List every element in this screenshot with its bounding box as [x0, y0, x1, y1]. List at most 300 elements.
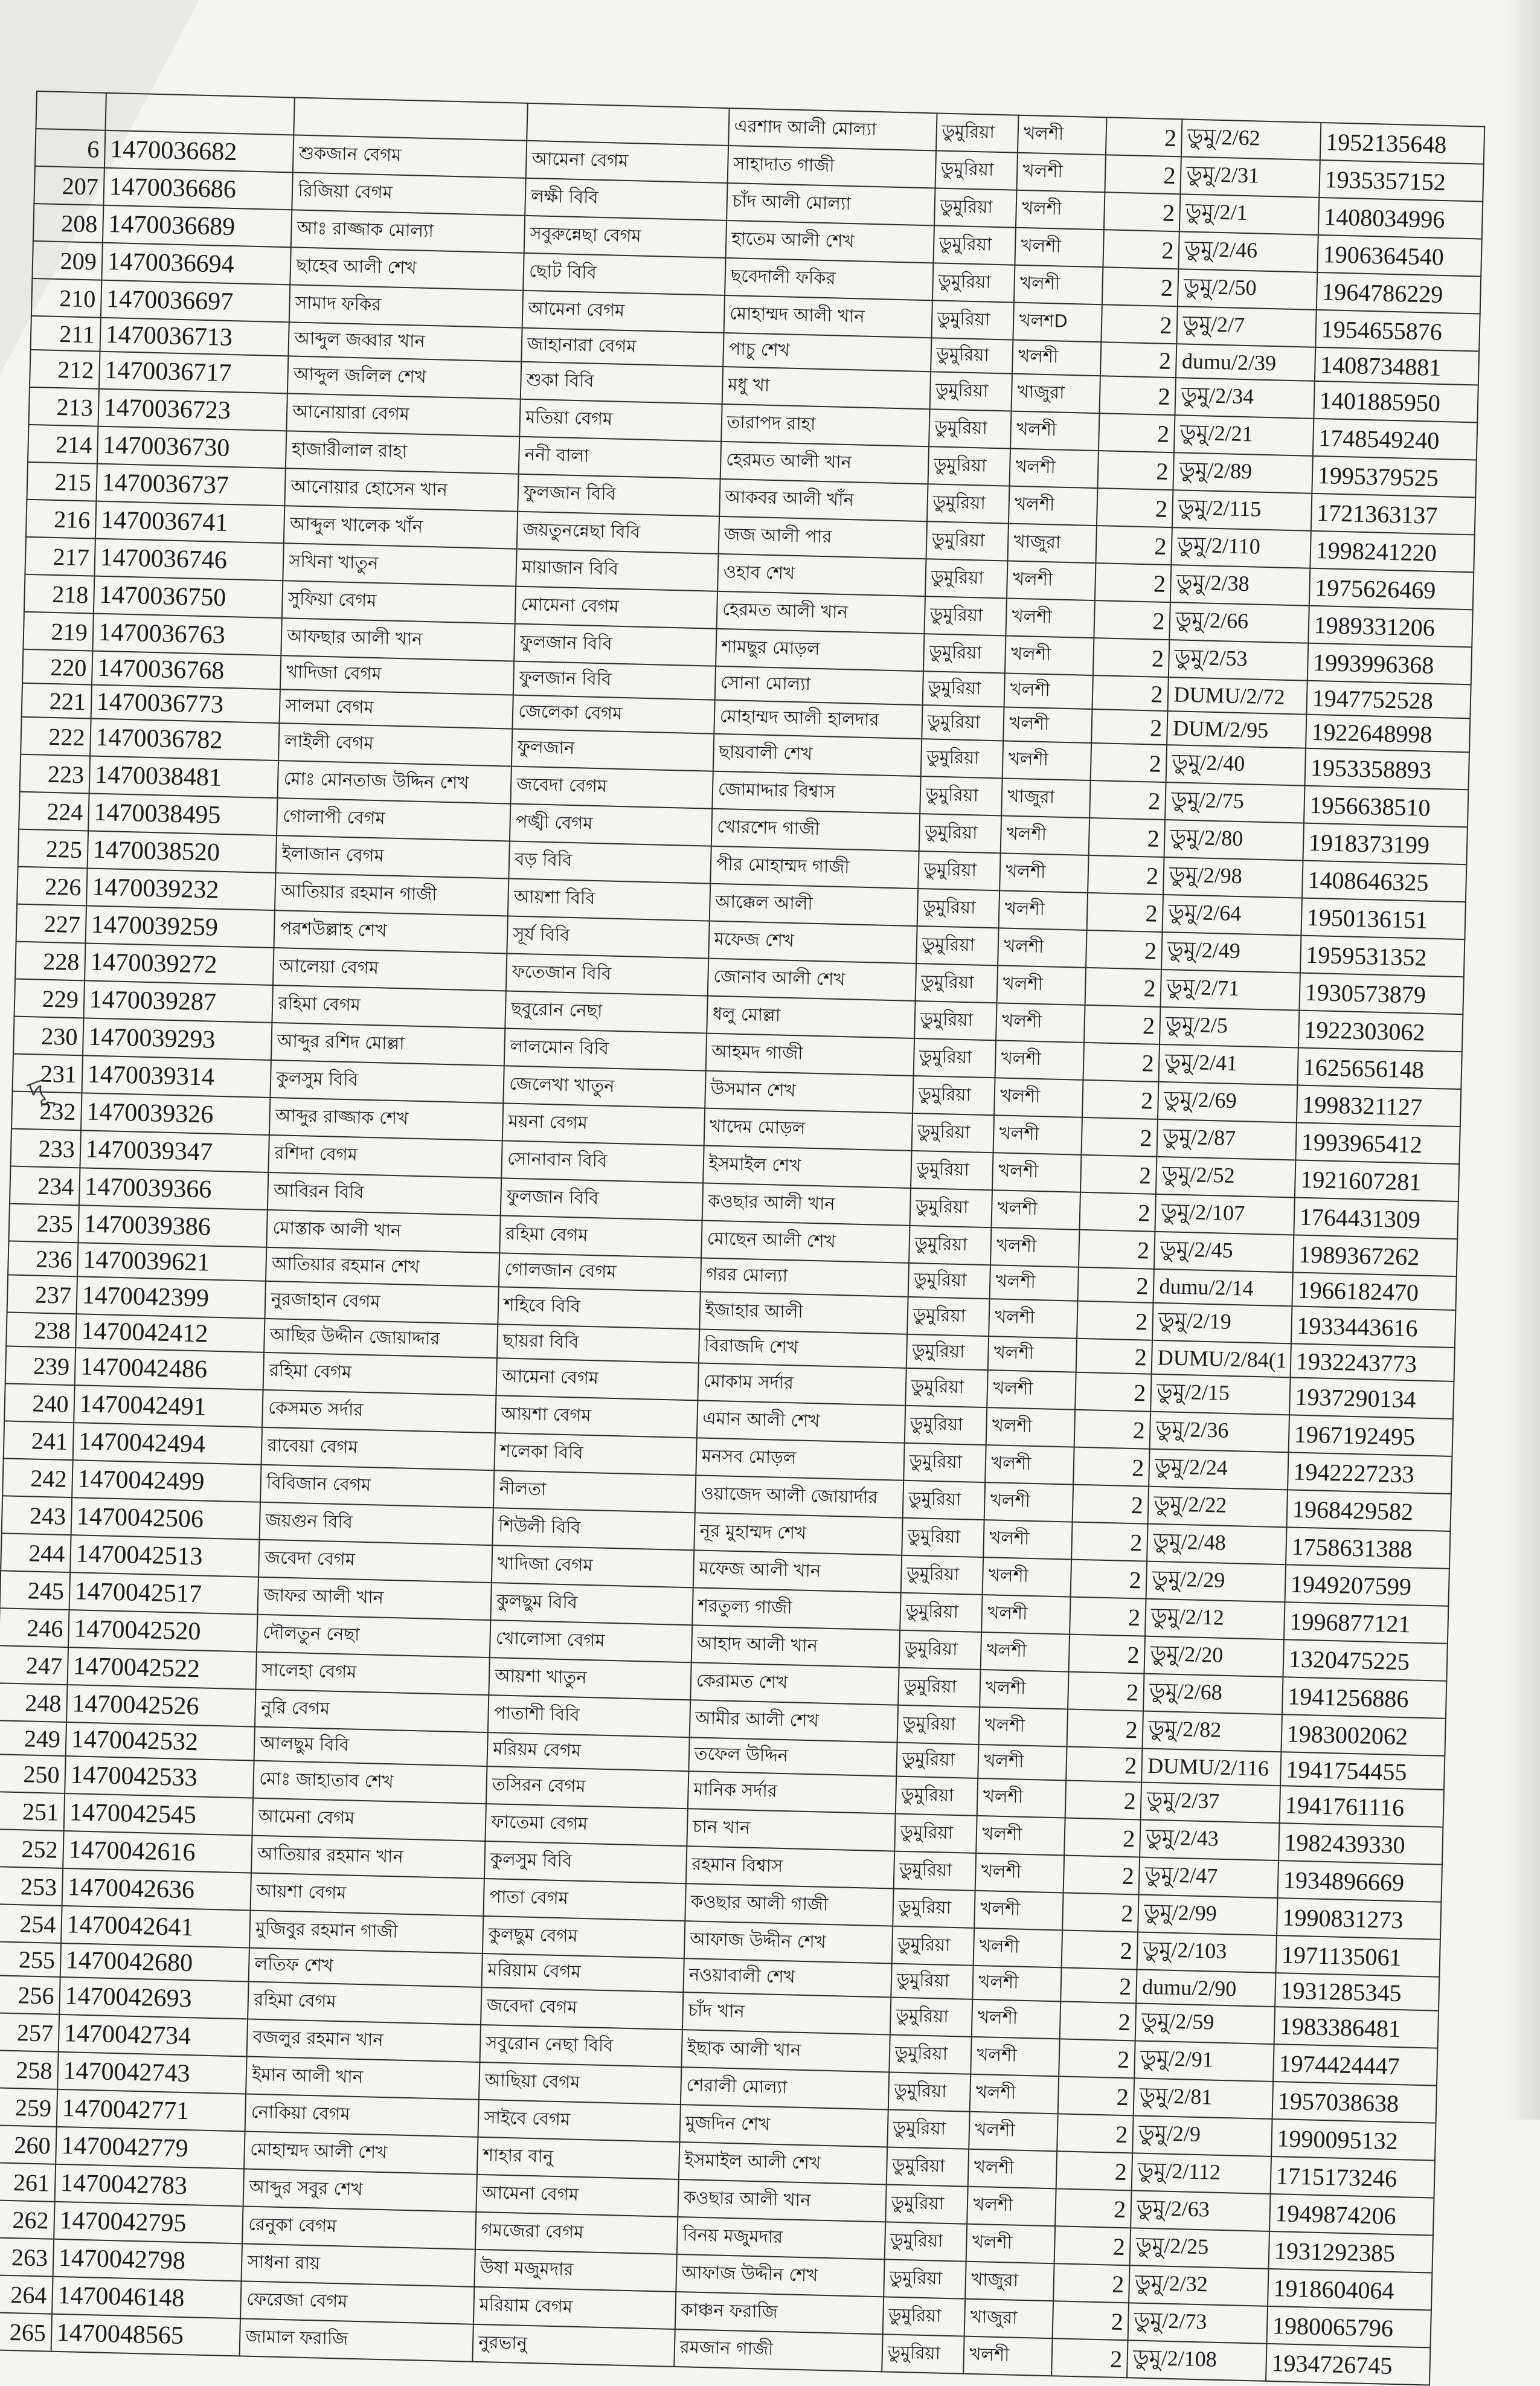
- serial-cell: 246: [0, 1608, 69, 1647]
- ward-cell: 2: [1080, 1155, 1157, 1194]
- nid-cell: 1953358893: [1304, 748, 1469, 790]
- upazila-cell: ডুমুরিয়া: [918, 851, 1001, 890]
- father-name-cell: মফেজ শেখ: [708, 921, 917, 963]
- name-cell: বজলুর রহমান খান: [247, 2019, 481, 2062]
- village-cell: খলশী: [987, 1370, 1076, 1410]
- father-name-cell: চাঁদ খান: [682, 1992, 891, 2034]
- upazila-cell: ডুমুরিয়া: [923, 634, 1006, 673]
- registration-cell: dumu/2/39: [1176, 344, 1315, 381]
- village-cell: খাজুরা: [1002, 778, 1091, 818]
- upazila-cell: ডুমুরিয়া: [892, 1926, 975, 1966]
- ward-cell: 2: [1096, 526, 1173, 565]
- ward-cell: 2: [1100, 342, 1176, 378]
- father-name-cell: চান খান: [687, 1809, 895, 1851]
- serial-cell: 214: [28, 425, 98, 464]
- ward-cell: 2: [1093, 638, 1170, 677]
- father-name-cell: ইজাহার আলী: [699, 1291, 908, 1334]
- upazila-cell: ডুমুরিয়া: [934, 188, 1017, 227]
- mother-name-cell: আমেনা বেগম: [496, 1358, 699, 1400]
- father-name-cell: মধু খা: [722, 367, 930, 409]
- serial-cell: 249: [0, 1720, 66, 1756]
- name-cell: শুকজান বেগম: [293, 135, 527, 178]
- village-cell: খাজুরা: [964, 2299, 1053, 2339]
- village-cell: খলশী: [1009, 486, 1097, 526]
- upazila-cell: ডুমুরিয়া: [905, 1406, 987, 1445]
- upazila-cell: ডুমুরিয়া: [901, 1555, 984, 1595]
- name-cell: দৌলতুন নেছা: [257, 1615, 490, 1658]
- registration-cell: ডুমু/2/91: [1135, 2040, 1274, 2082]
- father-name-cell: ইসমাইল আলী শেখ: [679, 2142, 887, 2184]
- father-name-cell: ইছাক আলী খান: [681, 2030, 890, 2072]
- serial-cell: 232: [11, 1092, 82, 1131]
- registration-cell: ডুমু/2/22: [1148, 1487, 1288, 1528]
- mother-name-cell: ছবুরোন নেছা: [505, 991, 708, 1033]
- nid-cell: 1993965412: [1295, 1122, 1460, 1164]
- village-cell: খলশী: [1006, 599, 1095, 638]
- card-id-cell: 1470039272: [85, 943, 274, 985]
- serial-cell: 227: [16, 904, 86, 944]
- ward-cell: 2: [1053, 2301, 1129, 2340]
- father-name-cell: রহমান বিশ্বাস: [686, 1846, 894, 1888]
- ward-cell: 2: [1069, 1635, 1146, 1674]
- name-cell: জাফর আলী খান: [258, 1577, 492, 1620]
- upazila-cell: ডুমুরিয়া: [924, 596, 1007, 635]
- father-name-cell: আক্কেল আলী: [710, 884, 918, 926]
- nid-cell: 1401885950: [1314, 381, 1478, 423]
- village-cell: খলশী: [980, 1670, 1068, 1709]
- mother-name-cell: উষা মজুমদার: [475, 2249, 677, 2292]
- mother-name-cell: লালমোন বিবি: [504, 1028, 707, 1070]
- nid-cell: 1947752528: [1306, 681, 1471, 719]
- village-cell: খলশী: [1016, 190, 1105, 230]
- registration-cell: ডুমু/2/19: [1152, 1303, 1292, 1344]
- village-cell: খলশী: [969, 2112, 1058, 2152]
- mother-name-cell: সোনাবান বিবি: [501, 1140, 704, 1183]
- village-cell: খলশী: [992, 1190, 1080, 1230]
- father-name-cell: জোনাব আলী শেখ: [708, 959, 916, 1001]
- card-id-cell: 1470036763: [92, 614, 282, 656]
- mother-name-cell: মতিয়া বেগম: [519, 399, 722, 442]
- upazila-cell: ডুমুরিয়া: [899, 1630, 982, 1670]
- ward-cell: 2: [1058, 2076, 1135, 2115]
- card-id-cell: 1470042526: [66, 1685, 256, 1727]
- registration-cell: ডুমু/2/21: [1174, 415, 1314, 456]
- ward-cell: 2: [1097, 488, 1173, 527]
- registration-cell: ডুমু/2/49: [1161, 932, 1301, 973]
- upazila-cell: ডুমুরিয়া: [931, 338, 1013, 373]
- name-cell: মোঃ জাহাতাব শেখ: [253, 1761, 487, 1804]
- upazila-cell: ডুমুরিয়া: [933, 225, 1016, 265]
- card-id-cell: 1470048565: [51, 2314, 240, 2356]
- card-id-cell: 1470042795: [54, 2202, 243, 2244]
- ward-cell: 2: [1073, 1485, 1149, 1524]
- mother-name-cell: ফুলজান বিবি: [518, 474, 720, 516]
- ward-cell: 2: [1078, 1267, 1154, 1303]
- mother-name-cell: খোলোসা বেগম: [490, 1620, 692, 1662]
- registration-cell: ডুমু/2/7: [1177, 306, 1317, 347]
- father-name-cell: হেরমত আলী খান: [720, 442, 928, 484]
- ward-cell: 2: [1089, 818, 1166, 857]
- nid-cell: 1983002062: [1281, 1714, 1446, 1756]
- card-id-cell: 1470042499: [72, 1460, 261, 1502]
- village-cell: খলশী: [1004, 707, 1092, 743]
- name-cell: ইলাজান বেগম: [276, 835, 510, 878]
- mother-name-cell: শাহার বানু: [477, 2137, 679, 2179]
- name-cell: আব্দুল জব্বার খান: [289, 322, 522, 361]
- village-cell: খলশী: [990, 1265, 1079, 1301]
- nid-cell: 1990831273: [1277, 1898, 1442, 1940]
- ward-cell: 2: [1074, 1410, 1151, 1449]
- mother-name-cell: [527, 103, 729, 146]
- upazila-cell: ডুমুরিয়া: [898, 1668, 981, 1707]
- beneficiary-table-body: [0, 91, 1484, 2385]
- village-cell: খলশী: [977, 1778, 1066, 1818]
- nid-cell: 1949207599: [1285, 1564, 1449, 1606]
- nid-cell: 1964786229: [1317, 272, 1481, 314]
- village-cell: খলশী: [1007, 561, 1096, 601]
- serial-cell: 263: [0, 2237, 54, 2277]
- serial-cell: 256: [0, 1975, 60, 2015]
- village-cell: খলশী: [994, 1078, 1083, 1117]
- serial-cell: 237: [7, 1275, 77, 1314]
- village-cell: খলশী: [1015, 228, 1104, 268]
- nid-cell: 1967192495: [1288, 1415, 1453, 1456]
- ward-cell: 2: [1077, 1301, 1153, 1340]
- registration-cell: ডুমু/2/82: [1143, 1711, 1282, 1752]
- name-cell: ইমান আলী খান: [246, 2056, 480, 2099]
- ward-cell: 2: [1076, 1372, 1152, 1412]
- mother-name-cell: লক্ষী বিবি: [525, 178, 727, 220]
- upazila-cell: ডুমুরিয়া: [920, 776, 1003, 815]
- village-cell: খলশী: [998, 928, 1086, 968]
- village-cell: খলশী: [995, 1040, 1084, 1080]
- name-cell: রিজিয়া বেগম: [292, 172, 526, 215]
- mother-name-cell: আমেনা বেগম: [526, 141, 728, 183]
- name-cell: সখিনা খাতুন: [283, 543, 517, 586]
- card-id-cell: 1470036750: [94, 576, 283, 619]
- nid-cell: 1971135061: [1275, 1935, 1440, 1977]
- mother-name-cell: নুরভানু: [473, 2324, 675, 2367]
- mother-name-cell: শহিবে বিবি: [498, 1287, 701, 1329]
- serial-cell: 220: [22, 649, 92, 685]
- village-cell: খলশী: [970, 2074, 1059, 2114]
- father-name-cell: এমান আলী শেখ: [697, 1400, 905, 1442]
- card-id-cell: 1470042734: [58, 2015, 248, 2057]
- upazila-cell: ডুমুরিয়া: [916, 926, 999, 965]
- upazila-cell: ডুমুরিয়া: [919, 814, 1002, 853]
- upazila-cell: ডুমুরিয়া: [890, 1998, 973, 2037]
- ward-cell: 2: [1082, 1117, 1158, 1157]
- mother-name-cell: তসিরন বেগম: [486, 1766, 688, 1809]
- card-id-cell: 1470042798: [53, 2239, 242, 2281]
- mother-name-cell: শিউলী বিবি: [493, 1508, 695, 1550]
- registration-cell: ডুমু/2/63: [1131, 2190, 1271, 2231]
- registration-cell: DUMU/2/72: [1168, 677, 1307, 715]
- name-cell: আয়শা বেগম: [251, 1873, 484, 1916]
- mother-name-cell: ফুলজান বিবি: [501, 1178, 703, 1220]
- serial-cell: 210: [31, 278, 101, 318]
- nid-cell: 1918373199: [1303, 823, 1468, 865]
- serial-cell: 258: [0, 2050, 58, 2089]
- nid-cell: 1968429582: [1286, 1490, 1451, 1531]
- mother-name-cell: পাতাশী বিবি: [488, 1695, 690, 1737]
- upazila-cell: ডুমুরিয়া: [897, 1705, 980, 1744]
- registration-cell: ডুমু/2/50: [1178, 269, 1317, 310]
- registration-cell: ডুমু/2/47: [1139, 1857, 1279, 1899]
- card-id-cell: 1470039366: [79, 1168, 269, 1210]
- ward-cell: 2: [1064, 1818, 1141, 1857]
- name-cell: আলেয়া বেগম: [273, 948, 507, 991]
- card-id-cell: 1470036773: [91, 685, 280, 724]
- name-cell: কেসমত সর্দার: [263, 1390, 496, 1433]
- serial-cell: 261: [0, 2163, 56, 2202]
- mother-name-cell: সবুরোন নেছা বিবি: [480, 2025, 682, 2067]
- card-id-cell: 1470036697: [101, 280, 290, 323]
- name-cell: মোস্তাক আলী খান: [267, 1210, 501, 1253]
- upazila-cell: ডুমুরিয়া: [887, 2147, 969, 2186]
- ward-cell: 2: [1056, 2151, 1133, 2190]
- card-id-cell: 1470042641: [61, 1906, 251, 1948]
- serial-cell: 228: [15, 942, 85, 981]
- village-cell: খলশী: [974, 1928, 1062, 1968]
- mother-name-cell: ফুলজান বিবি: [514, 624, 716, 666]
- card-id-cell: 1470042545: [63, 1793, 253, 1836]
- father-name-cell: বিরাজদি শেখ: [699, 1329, 907, 1368]
- name-cell: ছাহেব আলী শেখ: [290, 247, 524, 290]
- name-cell: জামাল ফরাজি: [240, 2318, 473, 2361]
- village-cell: খলশী: [979, 1707, 1068, 1747]
- father-name-cell: কেরামত শেখ: [690, 1662, 899, 1705]
- village-cell: খলশী: [986, 1407, 1075, 1447]
- nid-cell: 1933443616: [1291, 1306, 1456, 1348]
- handwritten-margin-mark: দূ: [24, 1072, 50, 1110]
- card-id-cell: 1470042412: [75, 1314, 265, 1352]
- nid-cell: 1995379525: [1312, 456, 1477, 498]
- registration-cell: ডুমু/2/25: [1130, 2228, 1269, 2269]
- father-name-cell: মোকাম সর্দার: [698, 1363, 906, 1405]
- name-cell: আলছুম বিবি: [254, 1727, 488, 1766]
- serial-cell: 212: [30, 350, 100, 389]
- registration-cell: ডুমু/2/32: [1129, 2265, 1269, 2306]
- nid-cell: 1982439330: [1279, 1823, 1443, 1865]
- card-id-cell: 1470036689: [103, 205, 292, 248]
- serial-cell: 229: [14, 979, 85, 1018]
- card-id-cell: 1470036723: [98, 389, 287, 431]
- beneficiary-table: [0, 91, 1485, 2386]
- father-name-cell: চাঁদ আলী মোল্যা: [727, 183, 935, 225]
- upazila-cell: ডুমুরিয়া: [914, 1001, 997, 1040]
- serial-cell: 239: [5, 1346, 75, 1385]
- ward-cell: 2: [1076, 1339, 1152, 1374]
- serial-cell: 233: [10, 1129, 80, 1168]
- serial-cell: [36, 91, 106, 130]
- nid-cell: 1906364540: [1317, 235, 1482, 277]
- village-cell: খলশD: [1013, 303, 1102, 342]
- father-name-cell: রমজান গাজী: [674, 2329, 882, 2372]
- ward-cell: 2: [1094, 600, 1171, 640]
- nid-cell: 1937290134: [1289, 1377, 1454, 1419]
- mother-name-cell: মোমেনা বেগম: [515, 587, 717, 629]
- nid-cell: 1949874206: [1269, 2194, 1434, 2236]
- upazila-cell: ডুমুরিয়া: [885, 2184, 968, 2224]
- card-id-cell: 1470042399: [76, 1276, 266, 1319]
- serial-cell: 236: [8, 1241, 78, 1276]
- father-name-cell: নূর মুহাম্মদ শেখ: [694, 1513, 902, 1555]
- mother-name-cell: ময়না বেগম: [502, 1103, 705, 1145]
- card-id-cell: 1470039386: [78, 1205, 268, 1247]
- ward-cell: 2: [1087, 893, 1164, 932]
- serial-cell: 247: [0, 1645, 68, 1685]
- mother-name-cell: ফুলজান বিবি: [513, 661, 716, 700]
- upazila-cell: ডুমুরিয়া: [900, 1593, 983, 1632]
- nid-cell: 1989331206: [1308, 606, 1473, 648]
- name-cell: বিবিজান বেগম: [260, 1465, 494, 1508]
- card-id-cell: 1470042532: [65, 1722, 255, 1761]
- ward-cell: 2: [1085, 968, 1162, 1007]
- village-cell: খলশী: [1005, 636, 1094, 676]
- nid-cell: 1941754455: [1280, 1752, 1445, 1790]
- father-name-cell: ওয়াজেদ আলী জোয়ার্দার: [695, 1475, 903, 1517]
- card-id-cell: 1470046148: [52, 2277, 242, 2319]
- nid-cell: 1932243773: [1290, 1343, 1454, 1381]
- father-name-cell: কওছার আলী খান: [702, 1183, 910, 1226]
- serial-cell: 207: [34, 166, 104, 205]
- registration-cell: ডুমু/2/15: [1151, 1374, 1291, 1415]
- name-cell: আঃ রাজ্জাক মোল্যা: [291, 210, 525, 252]
- card-id-cell: 1470036682: [104, 130, 294, 173]
- mother-name-cell: বড় বিবি: [509, 841, 711, 884]
- name-cell: আফছার আলী খান: [281, 618, 515, 661]
- upazila-cell: ডুমুরিয়া: [911, 1113, 994, 1153]
- card-id-cell: 1470042533: [65, 1756, 254, 1798]
- registration-cell: ডুমু/2/80: [1164, 820, 1304, 861]
- father-name-cell: নওয়াবালী শেখ: [683, 1958, 891, 1997]
- card-id-cell: 1470036768: [92, 651, 281, 690]
- card-id-cell: [105, 93, 295, 135]
- name-cell: গোলাপী বেগম: [277, 798, 510, 841]
- name-cell: লতিফ শেখ: [249, 1948, 483, 1987]
- name-cell: আব্দুল খালেক খাঁন: [284, 506, 518, 548]
- serial-cell: 223: [20, 754, 90, 794]
- mother-name-cell: সূর্য বিবি: [507, 916, 710, 958]
- registration-cell: ডুমু/2/112: [1132, 2153, 1271, 2194]
- father-name-cell: জোমাদ্দার বিশ্বাস: [712, 771, 920, 814]
- nid-cell: 1934896669: [1277, 1860, 1442, 1902]
- nid-cell: 1998241220: [1310, 531, 1475, 573]
- upazila-cell: ডুমুরিয়া: [929, 371, 1012, 411]
- father-name-cell: হেরমত আলী খান: [716, 591, 925, 634]
- name-cell: মোঃ মোনতাজ উদ্দিন শেখ: [278, 760, 512, 803]
- nid-cell: 1941256886: [1282, 1677, 1447, 1719]
- upazila-cell: ডুমুরিয়া: [917, 889, 1000, 928]
- card-id-cell: 1470036730: [97, 426, 287, 469]
- page-edge-shadow: [1504, 0, 1540, 2120]
- ward-cell: 2: [1079, 1230, 1155, 1269]
- mother-name-cell: আয়শা খাতুন: [489, 1658, 691, 1700]
- upazila-cell: ডুমুরিয়া: [909, 1226, 992, 1265]
- serial-cell: 238: [6, 1312, 76, 1348]
- serial-cell: 6: [35, 129, 105, 168]
- card-id-cell: 1470039621: [77, 1243, 267, 1281]
- mother-name-cell: নীলতা: [493, 1470, 696, 1513]
- upazila-cell: ডুমুরিয়া: [935, 150, 1018, 190]
- mother-name-cell: পাতা বেগম: [484, 1879, 686, 1921]
- name-cell: খাদিজা বেগম: [280, 655, 514, 695]
- card-id-cell: 1470036746: [94, 539, 284, 581]
- upazila-cell: ডুমুরিয়া: [921, 739, 1004, 778]
- upazila-cell: ডুমুরিয়া: [913, 1076, 995, 1115]
- registration-cell: dumu/2/14: [1153, 1269, 1293, 1307]
- father-name-cell: বিনয় মজুমদার: [677, 2217, 885, 2259]
- mother-name-cell: জবেদা বেগম: [481, 1987, 683, 2030]
- registration-cell: ডুমু/2/40: [1166, 745, 1306, 786]
- name-cell: রেনুকা বেগম: [242, 2206, 476, 2249]
- serial-cell: 243: [2, 1496, 72, 1535]
- name-cell: সালেহা বেগম: [256, 1652, 490, 1695]
- village-cell: খাজুরা: [1008, 524, 1097, 564]
- nid-cell: 1957038638: [1272, 2082, 1437, 2123]
- ward-cell: 2: [1062, 1892, 1139, 1932]
- registration-cell: ডুমু/2/64: [1163, 895, 1302, 936]
- mother-name-cell: ফাতেমা বেগম: [486, 1804, 688, 1846]
- mother-name-cell: জেলেকা বেগম: [513, 695, 715, 734]
- serial-cell: 209: [32, 241, 102, 280]
- ward-cell: 2: [1102, 267, 1179, 306]
- village-cell: খলশী: [1010, 449, 1099, 489]
- card-id-cell: 1470039287: [83, 980, 273, 1023]
- registration-cell: ডুমু/2/98: [1164, 857, 1303, 898]
- upazila-cell: ডুমুরিয়া: [907, 1297, 990, 1336]
- serial-cell: 240: [4, 1383, 74, 1423]
- card-id-cell: 1470036717: [99, 352, 289, 394]
- ward-cell: 2: [1059, 2039, 1136, 2078]
- card-id-cell: 1470042743: [57, 2052, 247, 2094]
- upazila-cell: ডুমুরিয়া: [905, 1368, 988, 1407]
- mother-name-cell: মরিয়ম বেগম: [487, 1732, 690, 1771]
- ward-cell: 2: [1080, 1192, 1157, 1232]
- registration-cell: ডুমু/2/71: [1161, 970, 1300, 1011]
- village-cell: খলশী: [988, 1336, 1077, 1372]
- father-name-cell: গরর মোল্যা: [701, 1258, 909, 1296]
- village-cell: খলশী: [1012, 340, 1101, 376]
- serial-cell: 211: [31, 316, 101, 352]
- serial-cell: 248: [0, 1683, 67, 1722]
- upazila-cell: ডুমুরিয়া: [922, 671, 1005, 707]
- registration-cell: ডুমু/2/12: [1146, 1599, 1285, 1640]
- village-cell: খলশী: [968, 2149, 1057, 2189]
- mother-name-cell: ছায়রা বিবি: [497, 1324, 699, 1363]
- registration-cell: ডুমু/2/69: [1158, 1082, 1297, 1123]
- upazila-cell: ডুমুরিয়া: [931, 300, 1014, 339]
- nid-cell: 1922648998: [1306, 715, 1470, 753]
- village-cell: খলশী: [986, 1445, 1074, 1485]
- upazila-cell: ডুমুরিয়া: [925, 559, 1008, 598]
- village-cell: খলশী: [1017, 153, 1106, 193]
- father-name-cell: ছবেদালী ফকির: [725, 258, 933, 300]
- serial-cell: 241: [4, 1421, 74, 1460]
- upazila-cell: ডুমুরিয়া: [926, 521, 1009, 561]
- ward-cell: 2: [1100, 376, 1176, 415]
- name-cell: রাবেয়া বেগম: [261, 1427, 495, 1470]
- upazila-cell: ডুমুরিয়া: [884, 2259, 966, 2298]
- serial-cell: 213: [28, 387, 98, 426]
- registration-cell: ডুমু/2/110: [1172, 527, 1311, 568]
- mother-name-cell: মায়াজান বিবি: [516, 549, 718, 591]
- father-name-cell: ধলু মোল্লা: [707, 996, 915, 1038]
- village-cell: খলশী: [989, 1299, 1077, 1339]
- registration-cell: ডুমু/2/99: [1138, 1895, 1278, 1936]
- serial-cell: 234: [10, 1166, 80, 1205]
